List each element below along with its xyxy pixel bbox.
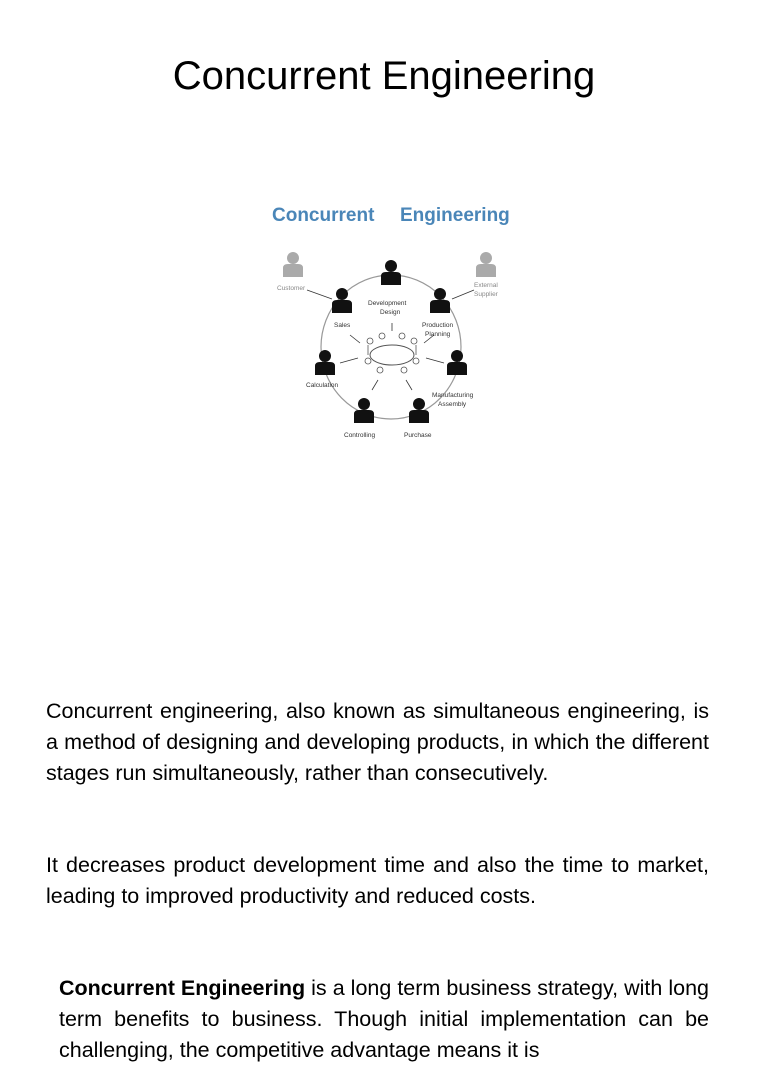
meeting-table-icon (365, 333, 419, 373)
paragraph-definition: Concurrent engineering, also known as simultaneous engineering, is a method of designing and developing products, in which the different stages run simultaneously, rather than consecutively. (46, 698, 709, 785)
label-customer: Customer (277, 285, 306, 292)
diagram-svg (262, 195, 522, 450)
purchase-person-icon (409, 398, 429, 423)
label-calculation: Calculation (306, 382, 339, 389)
label-design: Design (380, 309, 401, 316)
label-assembly: Assembly (438, 401, 467, 408)
label-sales: Sales (334, 322, 351, 329)
label-controlling: Controlling (344, 432, 376, 439)
label-supplier: Supplier (474, 291, 498, 298)
customer-person-icon (283, 252, 303, 277)
label-development: Development (368, 300, 407, 307)
page-title: Concurrent Engineering (172, 54, 596, 98)
diagram-title-word2: Engineering (400, 205, 510, 226)
paragraph-benefits: It decreases product development time and also the time to market, leading to improved productivity and reduced costs. (46, 852, 709, 908)
development-person-icon (381, 260, 401, 285)
label-manufacturing: Manufacturing (432, 392, 474, 399)
label-production: Production (422, 322, 454, 329)
manufacturing-person-icon (447, 350, 467, 375)
strategy-text: is a long term business strategy, with long term benefits to business. Though initial implementation can be challenging, the competitive advantage means it is (59, 975, 709, 1062)
sales-person-icon (332, 288, 352, 313)
strategy-bold-term: Concurrent Engineering (59, 975, 306, 1000)
label-purchase: Purchase (404, 432, 432, 439)
calculation-person-icon (315, 350, 335, 375)
concurrent-engineering-diagram (262, 195, 522, 450)
paragraph-strategy (59, 973, 709, 1066)
label-planning: Planning (425, 331, 451, 338)
supplier-person-icon (476, 252, 496, 277)
controlling-person-icon (354, 398, 374, 423)
diagram-title-word1: Concurrent (272, 205, 375, 226)
production-person-icon (430, 288, 450, 313)
label-external: External (474, 282, 498, 289)
